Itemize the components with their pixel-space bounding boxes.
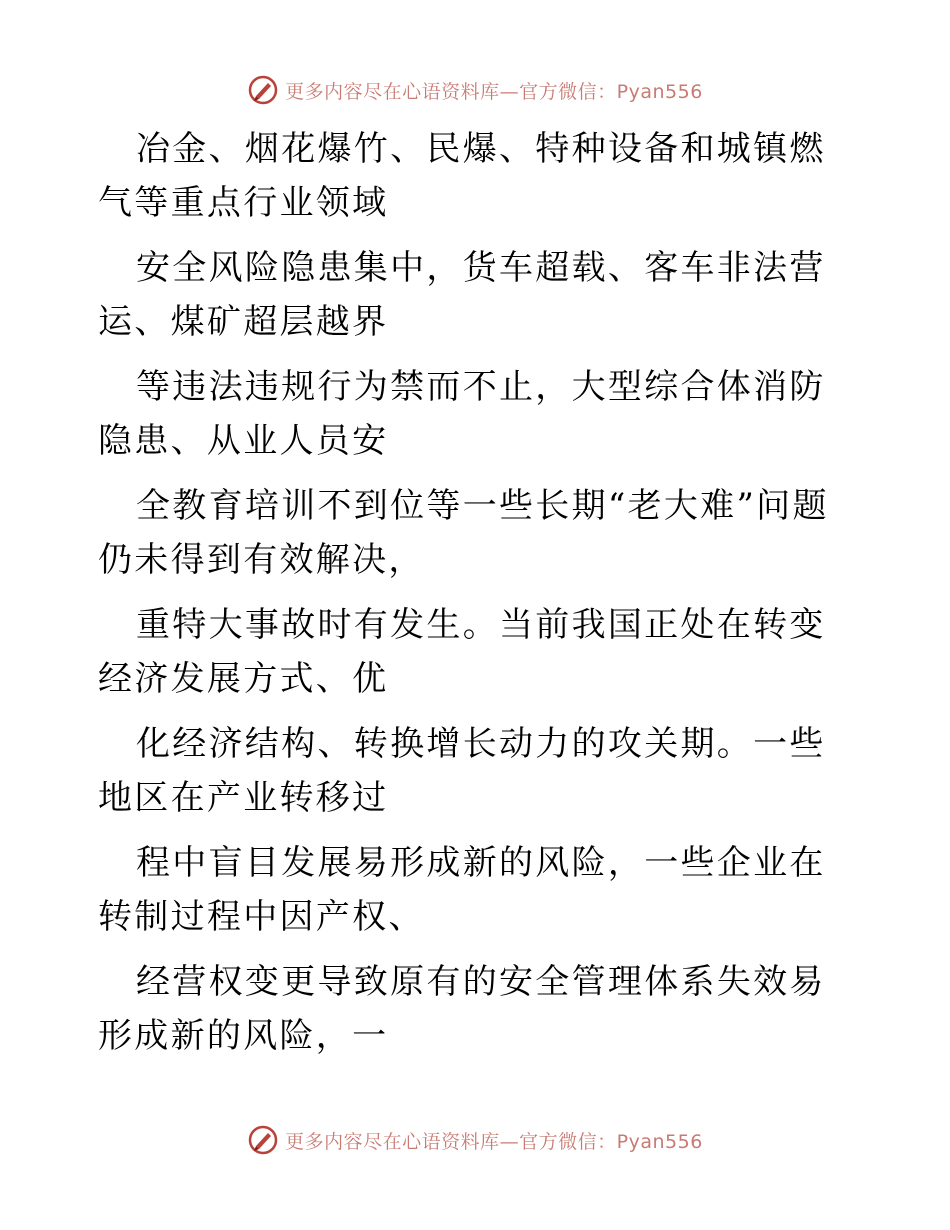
header-watermark [0, 70, 950, 110]
pen-logo-icon [247, 1124, 279, 1156]
watermark-dash: — [499, 1130, 520, 1153]
paragraph: 冶金、烟花爆竹、民爆、特种设备和城镇燃气等重点行业领域 [98, 129, 826, 223]
watermark-wechat: 官方微信：Pyan556 [519, 80, 703, 103]
paragraph: 程中盲目发展易形成新的风险，一些企业在转制过程中因产权、 [98, 843, 826, 937]
watermark-dash: — [499, 80, 520, 103]
watermark-text [285, 77, 703, 104]
paragraph: 安全风险隐患集中，货车超载、客车非法营运、煤矿超层越界 [98, 248, 826, 342]
paragraph: 重特大事故时有发生。当前我国正处在转变经济发展方式、优 [98, 605, 826, 699]
paragraph: 经营权变更导致原有的安全管理体系失效易形成新的风险，一 [98, 962, 826, 1056]
paragraph: 化经济结构、转换增长动力的攻关期。一些地区在产业转移过 [98, 724, 826, 818]
paragraph: 等违法违规行为禁而不止，大型综合体消防隐患、从业人员安 [98, 367, 826, 461]
watermark-text [285, 1127, 703, 1154]
footer-watermark [0, 1120, 950, 1160]
watermark-brand: 更多内容尽在心语资料库 [285, 80, 500, 103]
pen-logo-icon [247, 74, 279, 106]
watermark-brand: 更多内容尽在心语资料库 [285, 1130, 500, 1153]
watermark-wechat: 官方微信：Pyan556 [519, 1130, 703, 1153]
paragraph: 全教育培训不到位等一些长期“老大难”问题仍未得到有效解决， [98, 486, 829, 580]
document-body [98, 122, 858, 1074]
